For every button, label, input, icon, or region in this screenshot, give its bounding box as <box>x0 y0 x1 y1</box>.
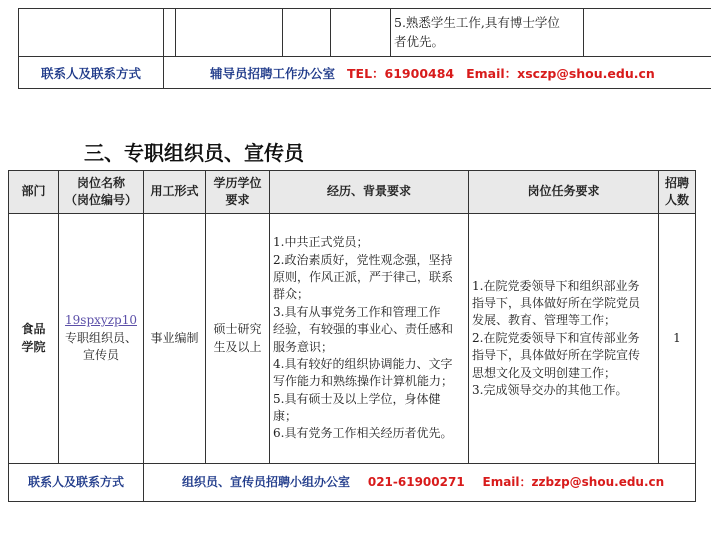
empty-cell <box>164 9 176 57</box>
count-cell: 1 <box>659 214 696 464</box>
requirement-item-line: 者优先。 <box>394 33 445 49</box>
requirement-line: 1.中共正式党员； <box>273 235 369 250</box>
requirement-line: 群众； <box>273 287 310 302</box>
requirement-item-cell <box>391 9 584 57</box>
requirement-line: 5.具有硕士及以上学位，身体健 <box>273 391 441 406</box>
empty-cell <box>584 9 711 57</box>
duty-line: 思想文化及文明创建工作； <box>472 365 617 380</box>
contact-info <box>164 57 711 89</box>
position-name-line: 专职组织员、 <box>64 330 137 345</box>
dept-cell <box>9 214 59 464</box>
dept-line: 学院 <box>21 339 46 354</box>
position-code-link[interactable]: 19spxyzp10 <box>65 313 137 328</box>
empty-cell <box>283 9 331 57</box>
contact-tel: 021-61900271 <box>367 474 465 489</box>
previous-table-fragment <box>18 8 711 89</box>
header-degree-line: 要求 <box>225 193 250 207</box>
header-experience: 经历、背景要求 <box>270 171 469 214</box>
contact-label: 联系人及联系方式 <box>9 464 144 502</box>
section-title: 三、专职组织员、宣传员 <box>84 141 304 165</box>
requirement-line: 写作能力和熟练操作计算机能力； <box>273 374 454 389</box>
requirement-line: 康； <box>273 409 298 424</box>
contact-label: 联系人及联系方式 <box>19 57 164 89</box>
duty-line: 3.完成领导交办的其他工作。 <box>472 382 628 397</box>
contact-email: Email：xsczp@shou.edu.cn <box>466 65 655 81</box>
empty-cell <box>331 9 391 57</box>
requirement-line: 3.具有从事党务工作和管理工作 <box>273 304 441 319</box>
contact-email: Email：zzbzp@shou.edu.cn <box>482 474 665 489</box>
requirement-line: 6.具有党务工作相关经历者优先。 <box>273 426 453 441</box>
position-name-line: 宣传员 <box>82 348 119 363</box>
dept-line: 食品 <box>21 322 46 337</box>
header-degree <box>206 171 270 214</box>
degree-line: 生及以上 <box>213 339 262 354</box>
degree-cell <box>206 214 270 464</box>
duty-line: 发展、教育、管理等工作； <box>472 313 617 328</box>
duty-line: 2.在院党委领导下和宣传部业务 <box>472 330 640 345</box>
contact-row <box>9 464 696 502</box>
table-row <box>9 214 696 464</box>
header-dept: 部门 <box>9 171 59 214</box>
duty-line: 1.在院党委领导下和组织部业务 <box>472 278 640 293</box>
contact-office: 组织员、宣传员招聘小组办公室 <box>182 474 351 489</box>
empty-cell <box>19 9 164 57</box>
empty-cell <box>176 9 283 57</box>
duties-cell <box>469 214 659 464</box>
contact-office: 辅导员招聘工作办公室 <box>210 65 336 81</box>
position-cell <box>59 214 144 464</box>
header-count-line: 人数 <box>664 193 689 207</box>
recruitment-table <box>8 170 696 502</box>
degree-line: 硕士研究 <box>213 322 262 337</box>
contact-info <box>144 464 696 502</box>
header-position <box>59 171 144 214</box>
header-position-line: （岗位编号） <box>64 193 137 207</box>
requirement-line: 原则，作风正派，严于律己，联系 <box>273 269 454 284</box>
requirement-line: 经验，有较强的事业心、责任感和 <box>273 322 454 337</box>
header-duties: 岗位任务要求 <box>469 171 659 214</box>
header-position-line: 岗位名称 <box>76 175 125 190</box>
requirement-line: 2.政治素质好，党性观念强，坚持 <box>273 252 453 267</box>
header-employment: 用工形式 <box>144 171 206 214</box>
requirement-item-line: 5.熟悉学生工作,具有博士学位 <box>394 14 560 30</box>
requirement-line: 服务意识； <box>273 339 334 354</box>
header-count <box>659 171 696 214</box>
table-header-row <box>9 171 696 214</box>
duty-line: 指导下，具体做好所在学院宣传 <box>472 348 641 363</box>
duty-line: 指导下，具体做好所在学院党员 <box>472 296 641 311</box>
contact-tel: TEL：61900484 <box>347 65 455 81</box>
employment-cell: 事业编制 <box>144 214 206 464</box>
header-count-line: 招聘 <box>664 175 689 190</box>
header-degree-line: 学历学位 <box>213 175 262 190</box>
requirements-cell <box>270 214 469 464</box>
requirement-line: 4.具有较好的组织协调能力、文字 <box>273 356 453 371</box>
